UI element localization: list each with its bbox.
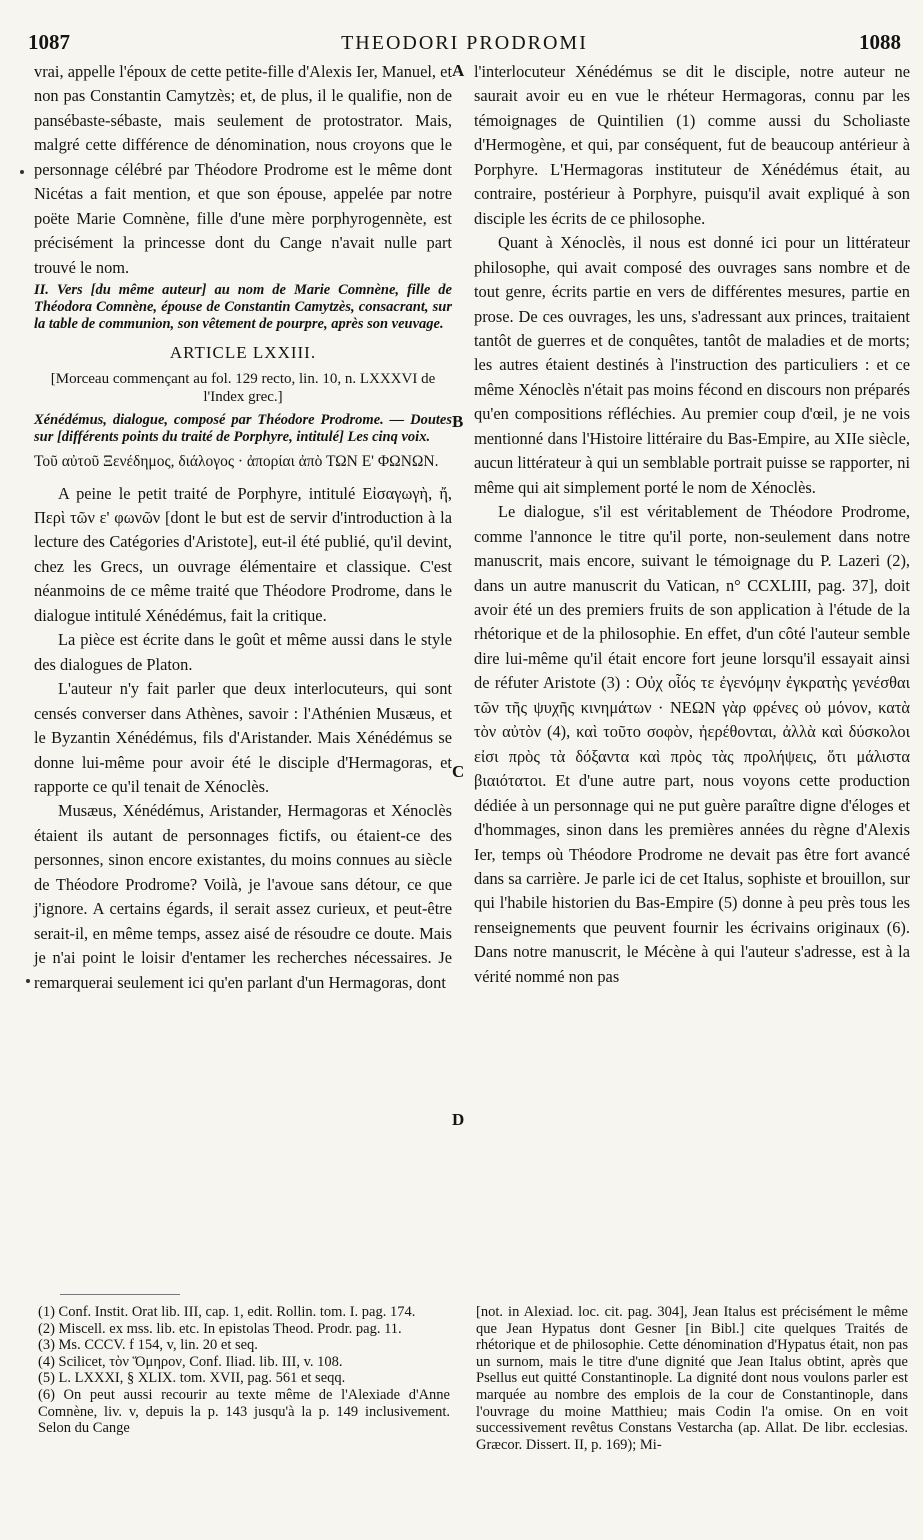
margin-speck	[20, 170, 24, 174]
poem-title: II. Vers [du même auteur] au nom de Marie Comnène, fille de Théodora Comnène, épouse de Constantin Camytzès, consacrant, sur la table de communion, son vêtement de pourpre, après son veuvage.	[34, 282, 452, 333]
paragraph: L'auteur n'y fait parler que deux interlocuteurs, qui sont censés converser dans Athènes, savoir : l'Athénien Musæus, et le Byzantin Xénédémus, fils d'Aristander. Mais Xénédémus se donne lui-même pour avoir été le disciple d'Hermagoras, et rapporte ce qu'il tenait de Xénoclès.	[34, 679, 452, 796]
footnotes-right	[476, 1304, 908, 1453]
right-column	[474, 60, 910, 989]
footnote: (6) On peut aussi recourir au texte même de l'Alexiade d'Anne Comnène, liv. v, depuis la p. 143 jusqu'à la p. 149 inclusivement. Selon du Cange	[38, 1386, 450, 1437]
article-heading: ARTICLE LXXIII.	[169, 343, 317, 363]
paragraph: La pièce est écrite dans le goût et même aussi dans le style des dialogues de Platon.	[34, 630, 452, 674]
left-column	[34, 60, 452, 995]
margin-marker-b: B	[452, 412, 464, 431]
margin-speck	[26, 979, 30, 983]
paragraph: Quant à Xénoclès, il nous est donné ici pour un littérateur philosophe, qui avait composé des ouvrages sans nombre et de tout genre, écrits partie en vers de différentes mesures, partie en prose. De ces ouvrages, les uns, s'adressant aux princes, traitaient tantôt de guerres et de conquêtes, tantôt de maladies et de morts; les autres étaient destinés à l'instruction des particuliers : et ce même Xénoclès n'était pas moins fécond en discours non préparés qu'en compositions réfléchies. Au premier coup d'œil, je ne vois mentionné dans l'Histoire littéraire du Bas-Empire, au XIIe siècle, aucun littérateur à qui un semblable portrait puisse se rapporter, ni même qui ait simplement porté le nom de Xénoclès.	[474, 233, 910, 497]
paragraph: l'interlocuteur Xénédémus se dit le disciple, notre auteur ne saurait avoir eu en vue le rhéteur Hermagoras, connu par les témoignages de Quintilien (1) comme aussi du Scholiaste d'Hermogène, et qui, par conséquent, fut de beaucoup antérieur à Porphyre. L'Hermagoras instituteur de Xénédémus était, au contraire, postérieur à Porphyre, puisqu'il avait expliqué à son disciple les écrits de ce philosophe.	[474, 62, 910, 228]
footnote: (2) Miscell. ex mss. lib. etc. In epistolas Theod. Prodr. pag. 11.	[38, 1320, 402, 1337]
margin-marker-d: D	[452, 1110, 465, 1129]
footnote-rule	[60, 1294, 180, 1295]
page-header	[28, 30, 901, 58]
footnotes-left	[38, 1304, 450, 1437]
page-number-left: 1087	[28, 30, 70, 54]
footnote: (3) Ms. CCCV. f 154, v, lin. 20 et seq.	[38, 1337, 258, 1354]
page-number-right: 1088	[859, 30, 901, 54]
paragraph: vrai, appelle l'époux de cette petite-fille d'Alexis Ier, Manuel, et non pas Constantin Camytzès; et, de plus, il le qualifie, non de pansébaste-sébaste, mais seulement de protostrator. Mais, malgré cette différence de dénomination, nous croyons que le personnage célébré par Théodore Prodrome est le même dont Nicétas a fait mention, et que son épouse, appelée par notre poëte Marie Comnène, fille d'une mère porphyrogennète, est précisément la princesse dont du Cange n'avait nulle part trouvé le nom.	[34, 62, 452, 277]
footnote: (1) Conf. Instit. Orat lib. III, cap. 1, edit. Rollin. tom. I. pag. 174.	[38, 1304, 416, 1320]
margin-marker-a: A	[452, 61, 465, 80]
footnote-continuation: [not. in Alexiad. loc. cit. pag. 304], Jean Italus est précisément le même que Jean Hypatus dont Gesner [in Bibl.] cite quelques Traités de rhétorique et de philosophie. Cette dénomination d'Hypatus était, non pas un surnom, mais le titre d'une dignité que Jean Italus obtint, après que Psellus eut quitté Constantinople. La dignité dont nous voulons parler est marquée au nombre des emplois de la cour de Constantinople, dans l'ouvrage du moine Matthieu; mais Codin l'a omise. On en voit successivement revêtus Constans Vestarcha (ap. Allat. De libr. ecclesias. Græcor. Dissert. II, p. 169); Mi-	[476, 1304, 908, 1453]
paragraph: Le dialogue, s'il est véritablement de Théodore Prodrome, comme l'annonce le titre qu'il porte, non-seulement dans notre manuscrit, mais encore, suivant le témoignage du P. Lazeri (2), dans un autre manuscrit du Vatican, n° CCXLIII, pag. 37], doit avoir été un des premiers fruits de son application à l'étude de la rhétorique et de la philosophie. En effet, d'un côté l'auteur semble dire lui-même qu'il était encore fort jeune lorsqu'il essayait ainsi de réfuter Aristote (3) : Οὐχ οἷός τε ἐγενόμην ἐγκρατὴς γενέσθαι τῶν τῆς ψυχῆς κινημάτων · ΝΕΩΝ γὰρ φρένες οὐ μόνον, κατὰ τὸν αὐτὸν (4), καὶ τοῦτο σοφὸν, ἠερέθονται, ἀλλὰ καὶ δύσκολοι εἰσι πρὸς τὰ δόξαντα καὶ πρὸς τὰς προλήψεις, ὅτι μάλιστα βιαιότατοι. Et d'une autre part, nous voyons cette production dédiée à un personnage qui ne put guère paraître digne d'éloges et d'hommages, sinon dans les premières années du règne d'Alexis Ier, temps où Théodore Prodrome ne devait pas être fort avancé dans sa carrière. Je parle ici de cet Italus, sophiste et brouillon, sur qui l'habile historien du Bas-Empire (5) donne à peu près tous les renseignements que peuvent fournir les écrivains originaux (6). Dans notre manuscrit, le Mécène à qui l'auteur s'adresse, est à la vérité nommé non pas	[474, 502, 910, 986]
dialogue-title: Xénédémus, dialogue, composé par Théodore Prodrome. — Doutes sur [différents points du traité de Porphyre, intitulé] Les cinq voix.	[34, 411, 452, 445]
paragraph: Musæus, Xénédémus, Aristander, Hermagoras et Xénoclès étaient ils autant de personnages fictifs, ou étaient-ce des personnes, sinon encore existantes, du moins connues au siècle de Théodore Prodrome? Voilà, je l'avoue sans détour, ce que j'ignore. A certains égards, il serait assez curieux, et peut-être serait-il, en même temps, assez aisé de résoudre ce doute. Mais je n'ai point le loisir d'entamer les recherches nécessaires. Je remarquerai seulement ici qu'en parlant d'un Hermagoras, dont	[34, 801, 452, 992]
greek-title: Τοῦ αὐτοῦ Ξενέδημος, διάλογος · ἀπορίαι ἀπὸ ΤΩΝ Ε' ΦΩΝΩΝ.	[34, 452, 439, 470]
margin-marker-c: C	[452, 762, 465, 781]
footnote: (5) L. LXXXI, § XLIX. tom. XVII, pag. 561 et seqq.	[38, 1370, 346, 1387]
footnote: (4) Scilicet, τὸν Ὅμηρον, Conf. Iliad. lib. III, v. 108.	[38, 1353, 343, 1370]
paragraph: A peine le petit traité de Porphyre, intitulé Εἰσαγωγὴ, ἤ, Περὶ τῶν ε' φωνῶν [dont le but est de servir d'introduction à la lecture des Catégories d'Aristote], eut-il été publié, qu'il devint, chez les Grecs, un ouvrage élémentaire et classique. C'est néanmoins de ce même traité que Théodore Prodrome, dans le dialogue intitulé Xénédémus, fait la critique.	[34, 483, 452, 625]
manuscript-reference: [Morceau commençant au fol. 129 recto, lin. 10, n. LXXXVI de l'Index grec.]	[50, 370, 436, 405]
running-title: THEODORI PRODROMI	[341, 32, 588, 54]
